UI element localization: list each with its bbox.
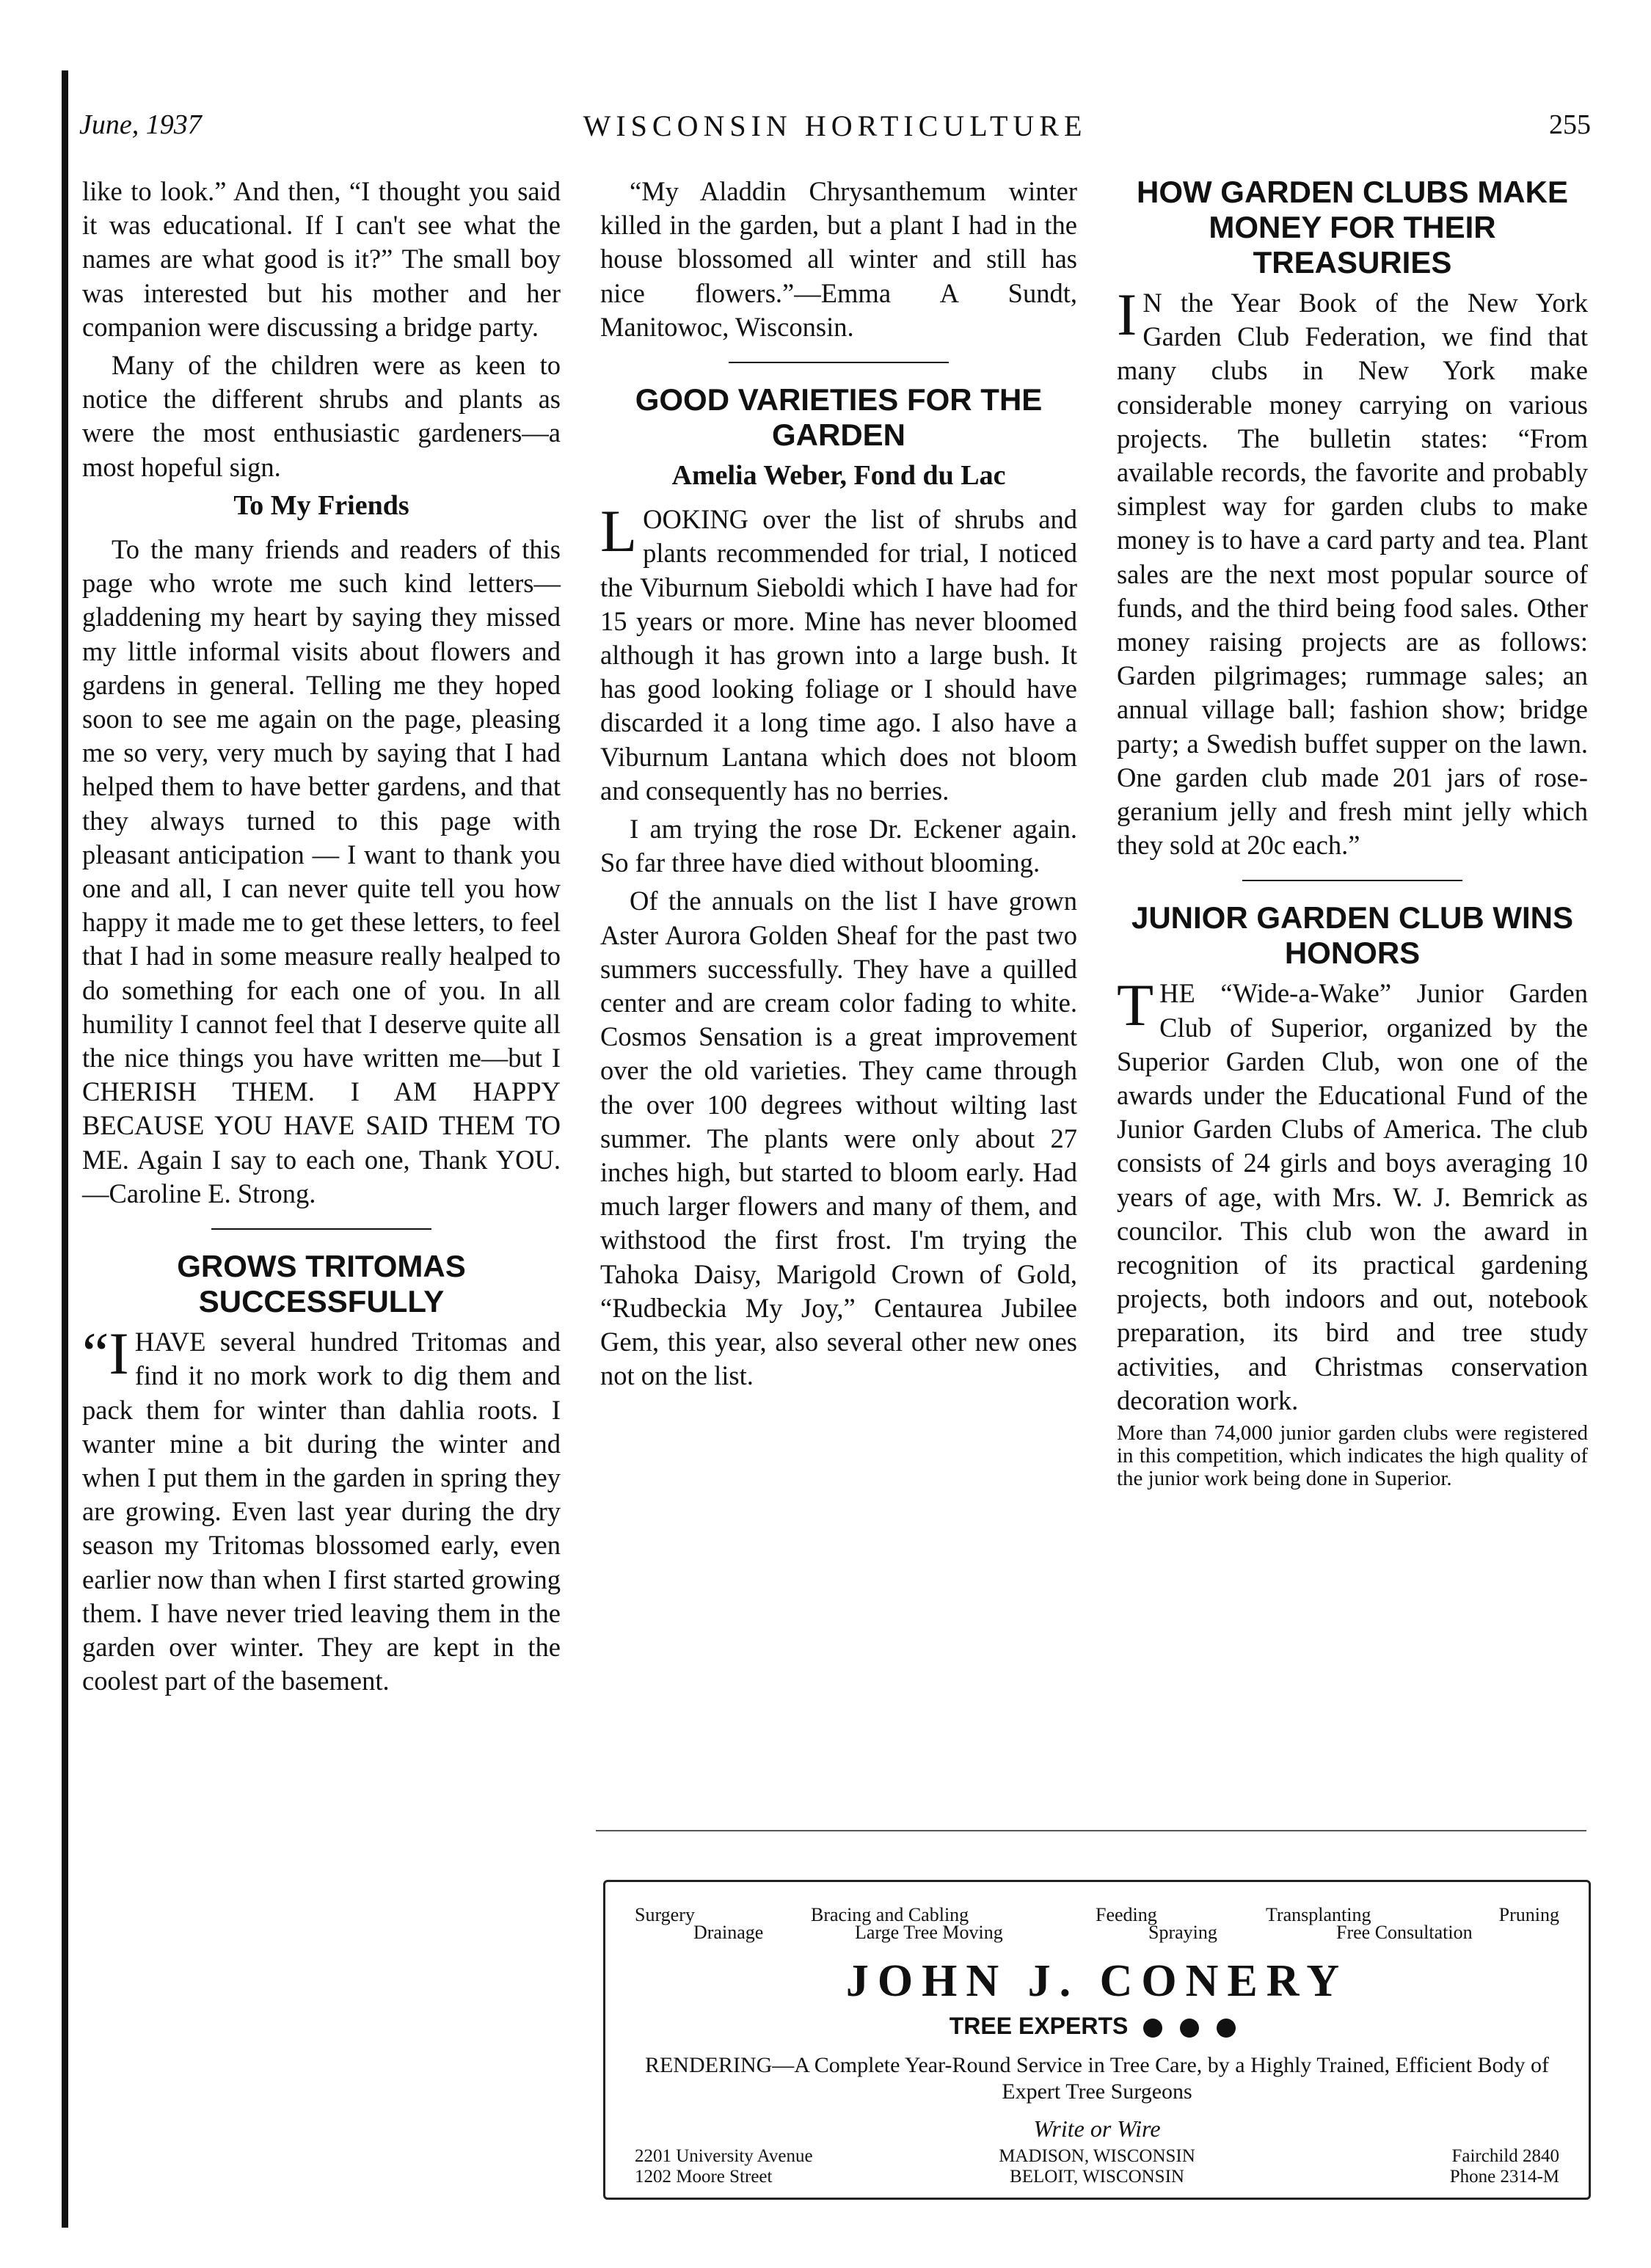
paragraph: Of the annuals on the list I have grown Aster Aurora Golden Sheaf for the past two summers successfully. They have a quilled center and are cream color fading to white. Cosmos Sensation is a great improvement over the old varieties. They came through the over 100 degrees without wilting last summer. The plants were only about 27 inches high, but started to bloom early. Had much larger flowers and many of them, and withstood the first frost. I'm trying the Tahoka Daisy, Marigold Crown of Gold, “Rudbeckia My Joy,” Centaurea Jubilee Gem, this year, also several other new ones not on the list.	[600, 886, 1077, 1391]
section-divider	[729, 362, 949, 363]
section-divider	[1242, 880, 1462, 881]
section-divider	[211, 1228, 431, 1230]
service-item: Bracing and Cabling	[811, 1904, 969, 1925]
city-addresses	[605, 2146, 1589, 2187]
publication-title: WISCONSIN HORTICULTURE	[583, 109, 1087, 142]
phone-line: Phone 2314-M	[1449, 2167, 1559, 2187]
service-item: Feeding	[1096, 1904, 1157, 1925]
paragraph: Many of the children were as keen to notice the different shrubs and plants as were the most enthusiastic gardeners—a most hopeful sign.	[82, 350, 561, 482]
page-number: 255	[1549, 109, 1591, 140]
paragraph-text: HE “Wide-a-Wake” Junior Garden Club of Superior, organized by the Superior Garden Club, won one of the awards under the Educational Fund of the Junior Garden Clubs of America. The club consists of 24 girls and boys averaging 10 years of age, with Mrs. W. J. Bemrick as councilor. This club won the award in recognition of its practical gardening projects, both indoors and out, notebook preparation, its bird and tree study activities, and Christmas conservation decoration work.	[1117, 978, 1588, 1415]
service-item: Pruning	[1498, 1904, 1559, 1925]
address-line: 2201 University Avenue	[635, 2146, 813, 2166]
paragraph: “My Aladdin Chrysanthemum winter killed in the garden, but a plant I had in the house blossomed all winter and still has nice flowers.”—Emma A Sundt, Manitowoc, Wisconsin.	[600, 176, 1077, 342]
column-2	[600, 175, 1077, 1398]
drop-cap: T	[1117, 971, 1154, 1039]
drop-cap: “I	[82, 1320, 129, 1388]
company-name: JOHN J. CONERY	[845, 1956, 1349, 2006]
paragraph: like to look.” And then, “I thought you said it was educational. If I can't see what the names are what good is it?” The small boy was interested but his mother and her companion were discussing a bridge party.	[82, 176, 561, 342]
advertisement-top-rule	[596, 1830, 1586, 1831]
column-3	[1117, 175, 1588, 1495]
service-item: Drainage	[693, 1922, 764, 1943]
article-title-junior-garden-club: JUNIOR GARDEN CLUB WINS HONORS	[1131, 900, 1573, 971]
service-item: Surgery	[635, 1904, 695, 1925]
paragraph-text: HAVE several hundred Tritomas and find it no mork work to dig them and pack them for winter than dahlia roots. I wanter mine a bit during the winter and when I put them in the garden in spring they are growing. Even last year during the dry season my Tritomas blossomed early, even earlier now than when I first started growing them. I have never tried leaving them in the garden over winter. They are kept in the coolest part of the basement.	[82, 1327, 561, 1696]
paragraph-text: N the Year Book of the New York Garden Club Federation, we find that many clubs in New York make considerable money carrying on various projects. The bulletin states: “From available records, the favorite and probably simplest way for garden clubs to make money is to have a card party and tea. Plant sales are the next most popular source of funds, and the third being food sales. Other money raising projects are as follows: Garden pilgrimages; rummage sales; an annual village ball; fashion show; bridge party; a Swedish buffet supper on the lawn. One garden club made 201 jars of rose-geranium jelly and fresh mint jelly which they sold at 20c each.”	[1117, 288, 1588, 861]
contact-prompt: Write or Wire	[1033, 2115, 1161, 2142]
service-item: Spraying	[1148, 1922, 1217, 1943]
section-heading-to-my-friends: To My Friends	[233, 489, 409, 521]
bullet-dot-icon	[1217, 2019, 1236, 2038]
paragraph	[1117, 281, 1588, 862]
service-item: Large Tree Moving	[855, 1922, 1003, 1943]
column-1	[82, 175, 561, 1702]
drop-cap: I	[1117, 281, 1137, 348]
service-item: Free Consultation	[1336, 1922, 1473, 1943]
phone-line: Fairchild 2840	[1451, 2146, 1559, 2166]
paragraph	[82, 1320, 561, 1698]
service-description: RENDERING—A Complete Year-Round Service in Tree Care, by a Highly Trained, Efficient Body of Expert Tree Surgeons	[644, 2053, 1550, 2104]
small-print-paragraph: More than 74,000 junior garden clubs were registered in this competition, which indicates the high quality of the junior work being done in Superior.	[1117, 1421, 1588, 1491]
left-margin-rule	[62, 70, 68, 2228]
paragraph-text: OOKING over the list of shrubs and plants recommended for trial, I noticed the Viburnum Sieboldi which I have had for 15 years or more. Mine has never bloomed although it has grown into a large bush. It has good looking foliage or I should have discarded it a long time ago. I also have a Viburnum Lantana which does not bloom and consequently has no berries.	[600, 504, 1077, 806]
address-line: BELOIT, WISCONSIN	[1010, 2167, 1184, 2187]
service-item: Transplanting	[1266, 1904, 1371, 1925]
address-line: 1202 Moore Street	[635, 2167, 773, 2187]
advertisement-box	[603, 1880, 1591, 2200]
article-title-varieties: GOOD VARIETIES FOR THE GARDEN	[635, 382, 1043, 453]
drop-cap: L	[600, 497, 638, 565]
company-tagline	[605, 2013, 1589, 2040]
paragraph: I am trying the rose Dr. Eckener again. So far three have died without blooming.	[600, 814, 1077, 878]
paragraph	[600, 497, 1077, 808]
issue-date: June, 1937	[79, 109, 202, 140]
running-header	[79, 109, 1591, 153]
paragraph	[1117, 971, 1588, 1418]
phone-numbers	[1450, 2146, 1559, 2187]
bullet-dot-icon	[1143, 2019, 1162, 2038]
tagline-text: TREE EXPERTS	[949, 2013, 1129, 2039]
article-title-garden-clubs-money: HOW GARDEN CLUBS MAKE MONEY FOR THEIR TREASURIES	[1137, 175, 1568, 280]
paragraph: To the many friends and readers of this page who wrote me such kind letters—gladdening my heart by saying they missed my little informal visits about flowers and gardens in general. Telling me they hoped soon to see me again on the page, pleasing me so very, very much by saying that I had helped them to have better gardens, and that they always turned to this page with pleasant anticipation — I want to thank you one and all, I can never quite tell you how happy it made me to get these letters, to feel that I had in some measure really healped to do something for each one of you. In all humility I cannot feel that I deserve quite all the nice things you have written me—but I CHERISH THEM. I AM HAPPY BECAUSE YOU HAVE SAID THEM TO ME. Again I say to each one, Thank YOU.—Caroline E. Strong.	[82, 534, 561, 1208]
article-title-tritomas: GROWS TRITOMAS SUCCESSFULLY	[177, 1249, 466, 1319]
article-author: Amelia Weber, Fond du Lac	[671, 460, 1006, 492]
address-line: MADISON, WISCONSIN	[999, 2146, 1195, 2166]
bullet-dot-icon	[1180, 2019, 1199, 2038]
